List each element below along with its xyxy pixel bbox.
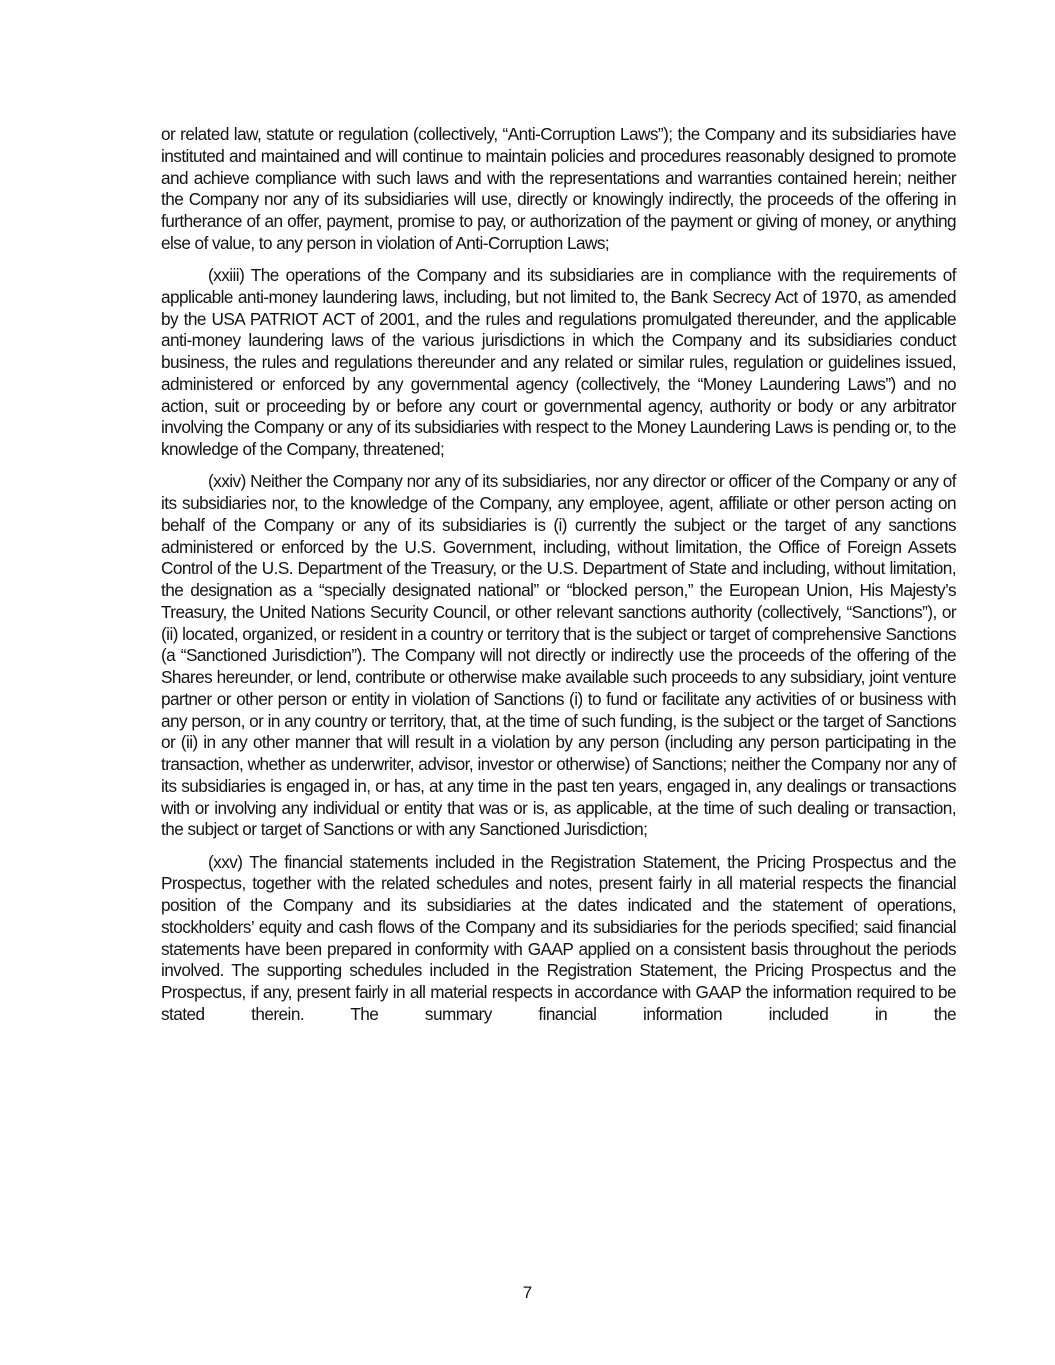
paragraph-xxiv-sanctions: (xxiv) Neither the Company nor any of its subsidiaries, nor any director or officer of the Company or any of its subsidiaries nor, to the knowledge of the Company, any employee, agent, affiliate or other person acting on behalf of the Company or any of its subsidiaries is (i) currently the subject or the target of any sanctions administered or enforced by the U.S. Government, including, without limitation, the Office of Foreign Assets Control of the U.S. Department of the Treasury, or the U.S. Department of State and including, without limitation, the designation as a “specially designated national” or “blocked person,” the European Union, His Majesty’s Treasury, the United Nations Security Council, or other relevant sanctions authority (collectively, “Sanctions”), or (ii) located, organized, or resident in a country or territory that is the subject or target of comprehensive Sanctions (a “Sanctioned Jurisdiction”). The Company will not directly or indirectly use the proceeds of the offering of the Shares hereunder, or lend, contribute or otherwise make available such proceeds to any subsidiary, joint venture partner or other person or entity in violation of Sanctions (i) to fund or facilitate any activities of or business with any person, or in any country or territory, that, at the time of such funding, is the subject or the target of Sanctions or (ii) in any other manner that will result in a violation by any person (including any person participating in the transaction, whether as underwriter, advisor, investor or otherwise) of Sanctions; neither the Company nor any of its subsidiaries is engaged in, or has, at any time in the past ten years, engaged in, any dealings or transactions with or involving any individual or entity that was or is, as applicable, at the time of such dealing or transaction, the subject or target of Sanctions or with any Sanctioned Jurisdiction; [161,471,956,840]
paragraph-xxiii-money-laundering: (xxiii) The operations of the Company and its subsidiaries are in compliance with the requirements of applicable anti-money laundering laws, including, but not limited to, the Bank Secrecy Act of 1970, as amended by the USA PATRIOT ACT of 2001, and the rules and regulations promulgated thereunder, and the applicable anti-money laundering laws of the various jurisdictions in which the Company and its subsidiaries conduct business, the rules and regulations thereunder and any related or similar rules, regulation or guidelines issued, administered or enforced by any governmental agency (collectively, the “Money Laundering Laws”) and no action, suit or proceeding by or before any court or governmental agency, authority or body or any arbitrator involving the Company or any of its subsidiaries with respect to the Money Laundering Laws is pending or, to the knowledge of the Company, threatened; [161,265,956,459]
body-text [161,124,956,1036]
page-number: 7 [522,1283,533,1302]
paragraph-anti-corruption-continuation: or related law, statute or regulation (collectively, “Anti-Corruption Laws”); the Company and its subsidiaries have instituted and maintained and will continue to maintain policies and procedures reasonably designed to promote and achieve compliance with such laws and with the representations and warranties contained herein; neither the Company nor any of its subsidiaries will use, directly or knowingly indirectly, the proceeds of the offering in furtherance of an offer, payment, promise to pay, or authorization of the payment or giving of money, or anything else of value, to any person in violation of Anti-Corruption Laws; [161,124,956,253]
paragraph-xxv-financial-statements: (xxv) The financial statements included in the Registration Statement, the Pricing Prospectus and the Prospectus, together with the related schedules and notes, present fairly in all material respects the financial position of the Company and its subsidiaries at the dates indicated and the statement of operations, stockholders’ equity and cash flows of the Company and its subsidiaries for the periods specified; said financial statements have been prepared in conformity with GAAP applied on a consistent basis throughout the periods involved. The supporting schedules included in the Registration Statement, the Pricing Prospectus and the Prospectus, if any, present fairly in all material respects in accordance with GAAP the information required to be stated therein. The summary financial information included in the [161,851,956,1024]
